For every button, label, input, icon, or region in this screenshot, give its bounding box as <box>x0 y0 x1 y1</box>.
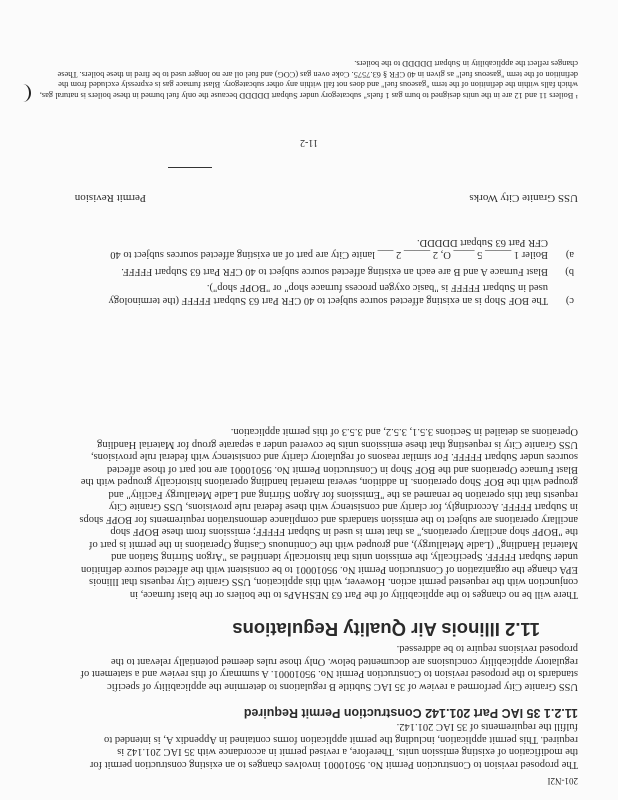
footnote-divider <box>168 167 212 168</box>
paragraph-regulatory-review: USS Granite City performed a review of 35 IAC Subtitle B regulations to determine the applicability of specific standards to the proposed revision to Construction Permit No. 95010001. A summary of this review and a statement of regulatory applicability conclusions are documented below. Only those rules deemed potentially relevant to the proposed revisions require to be addressed. <box>80 643 578 692</box>
section-heading: 11.2 Illinois Air Quality Regulations <box>232 619 540 640</box>
list-text: Blast Furnace A and B are each an existing affected source subject to 40 CFR Part 63 Subpart FFFFF. <box>121 265 548 277</box>
source-list <box>106 231 574 306</box>
paragraph-applicability: There will be no changes to the applicability of the Part 63 NESHAPs to the boilers or the blast furnace, in conjunction with the requested permit action. However, with this application, USS Granite City requests that Illinois EPA change the organization of Construction Permit No. 95010001 to be consistent with the affected source definition under Subpart FFFFF. Specifically, the emission units that historically identified as "Argon Stirring Station and Material Handling" (Ladle Metallurgy), and grouped with the Continuous Casting Operations in the permit is part of the "BOPF shop ancillary operations," as that term is used in Subpart FFFFF; emissions from these BOPF shop ancillary operations are subject to the emission standards and compliance demonstration requirements for BOPF shops in Subpart FFFFF. Accordingly, for clarity and consistency with these federal rule provisions, USS Granite City requests that this operation be renamed as the "Emissions for Argon Stirring and Ladle Metallurgy Facility" and grouped with the BOF Shop operations. In addition, several material handling operations historically grouped with the Blast Furnace Operations and the BOF Shop in Construction Permit No. 95010001 are not part of those affected sources under Subpart FFFFF. For similar reasons of regulatory clarity and consistency with federal rule provisions, USS Granite City is requesting that these emissions units be covered under a separate group for Material Handling Operations as detailed in Sections 3.5.1, 3.5.2, and 3.5.3 of this permit application. <box>79 426 578 600</box>
doc-id: 201-N2I <box>547 776 578 786</box>
list-label: c) <box>565 295 574 306</box>
list-label: a) <box>565 249 574 261</box>
footnote: ¹ Boilers 11 and 12 are in the units designed to burn gas 1 fuels" subcategory under Subpart DDDDD because the only fuel burned in these boilers is natural gas, which falls within the definition of the term "gaseous fuel" and does not fall within any other subcategory. Blast furnace gas is expressly excluded from the definition of the term "gaseous fuel" as given in 40 CFR § 63.7575. Coke oven gas (COG) and fuel oil are no longer used to be fired in these boilers. These changes reflect the applicability in Subpart DDDDD to the boilers. <box>39 59 578 100</box>
list-label: b) <box>565 265 574 277</box>
header-right: Permit Revision <box>74 192 146 204</box>
paragraph-permit-required: The proposed revision to Construction Permit No. 95010001 involves changes to an existing construction permit for the modification of existing emission units. Therefore, a revised permit in accordance with 35 IAC 201.142 is required. This permit application, including the permit application forms contained in Appendix A, is intended to fulfill the requirements of 35 IAC 201.142. <box>89 721 578 770</box>
list-text: The BOF Shop is an existing affected source subject to 40 CFR Part 63 Subpart FFFFF (the terminology used in Subpart FFFFF is "basic oxygen process furnace shop" or "BOPF shop"). <box>108 282 548 306</box>
list-text: Boiler 1 _____ 5 ____ O, 2 _____ 2 ___ lanite City are part of an existing affected sources subject to 40 CFR Part 63 Subpart DDDDD. <box>110 236 548 261</box>
list-item <box>106 281 574 306</box>
subsection-heading: 11.2.1 35 IAC Part 201.142 Construction Permit Required <box>243 706 578 720</box>
scan-artifact <box>15 84 31 102</box>
page-number: 11-2 <box>300 137 318 148</box>
header-left: USS Granite City Works <box>469 192 578 204</box>
list-item <box>106 264 574 277</box>
list-item <box>106 235 574 260</box>
